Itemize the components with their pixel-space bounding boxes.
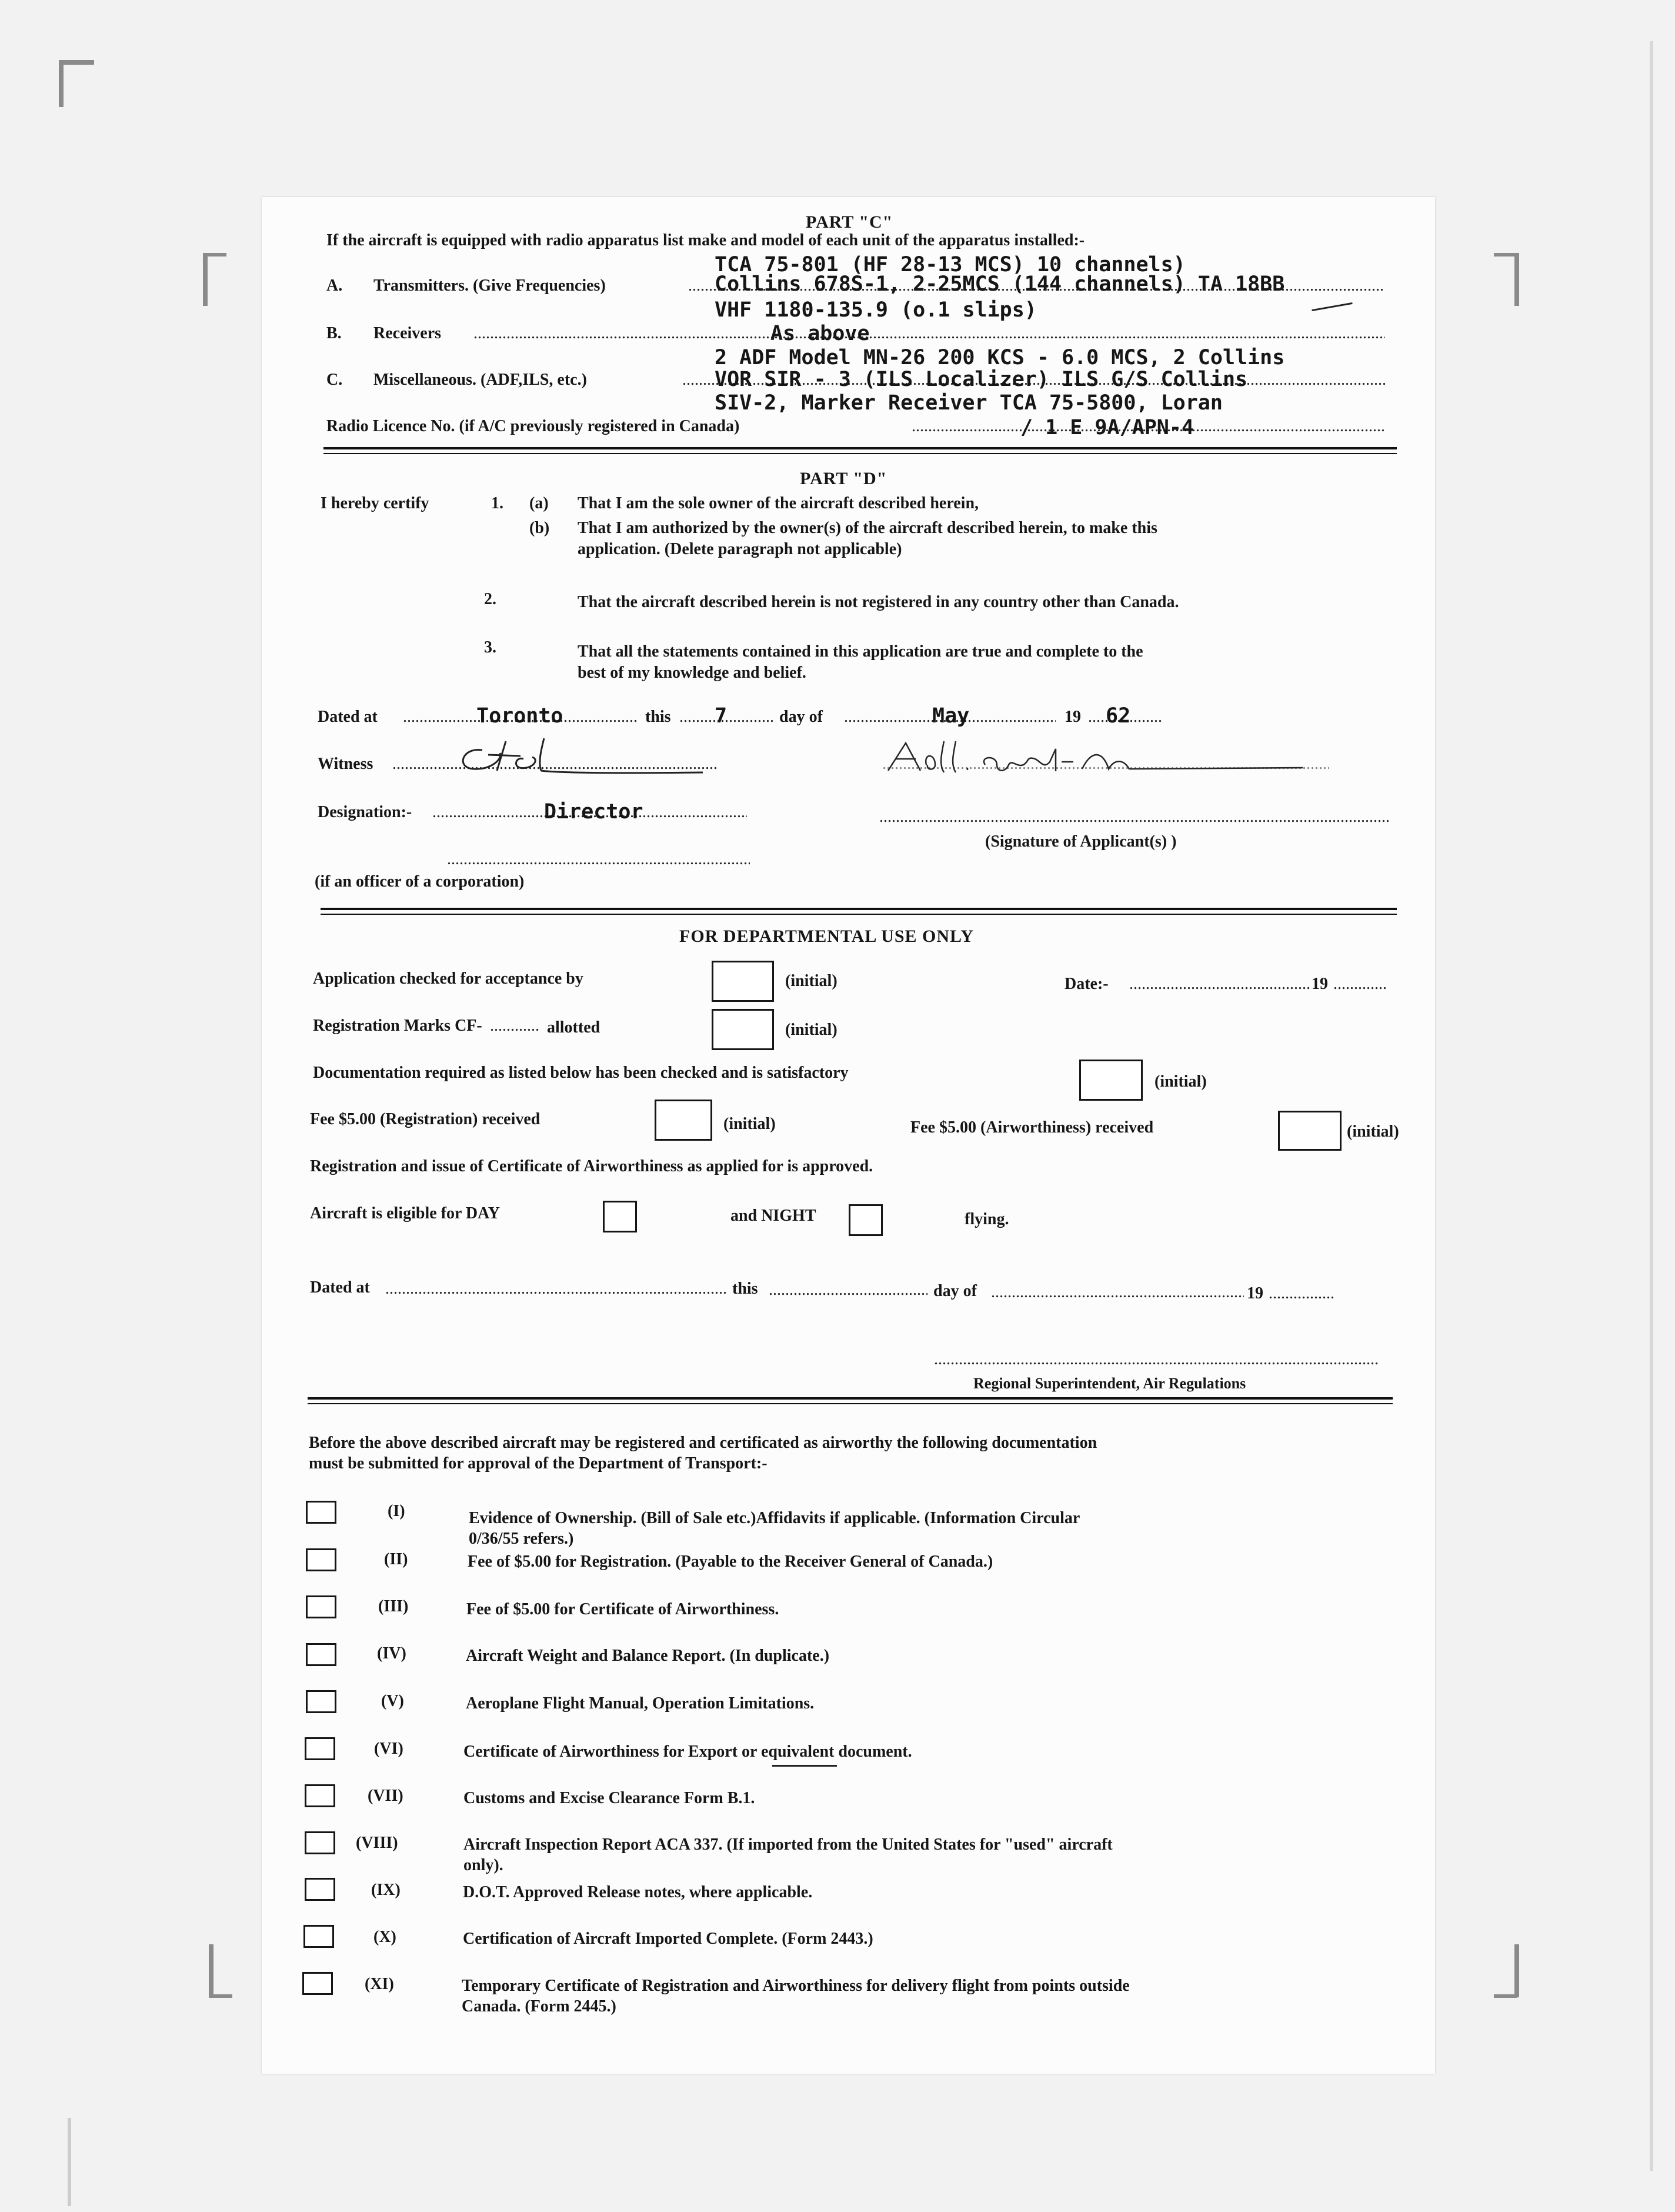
- regional-signature-dots: [934, 1350, 1378, 1369]
- this-2-label: this: [732, 1280, 758, 1298]
- documentation-intro-1: Before the above described aircraft may be registered and certificated as airworthy the following documentation: [309, 1434, 1097, 1452]
- crop-mark: [1650, 41, 1653, 2171]
- documentation-initial-box[interactable]: [1079, 1060, 1143, 1101]
- doc-num-6: (VI): [374, 1740, 403, 1758]
- day-checkbox[interactable]: [603, 1201, 637, 1232]
- section-divider: [323, 453, 1397, 454]
- reg-marks-dots: [490, 1017, 540, 1035]
- transmitters-value-2: Collins 678S-1, 2-25MCS (144 channels) TA 18BB: [715, 272, 1285, 296]
- clause-1b-text-2: application. (Delete paragraph not applicable): [578, 540, 902, 558]
- part-c-intro: If the aircraft is equipped with radio apparatus list make and model of each unit of the apparatus installed:-: [326, 231, 1085, 249]
- clause-1a-text: That I am the sole owner of the aircraft described herein,: [578, 494, 979, 512]
- clause-2-text: That the aircraft described herein is not registered in any country other than Canada.: [578, 593, 1179, 611]
- designation-label: Designation:-: [318, 803, 412, 821]
- fee-airworthiness-initial-box[interactable]: [1278, 1111, 1342, 1151]
- year-prefix: 19: [1065, 708, 1081, 726]
- doc-checkbox-6[interactable]: [305, 1737, 335, 1760]
- reg-issue-approved: Registration and issue of Certificate of Airworthiness as applied for is approved.: [310, 1157, 873, 1175]
- date-label: Date:-: [1065, 975, 1109, 993]
- fee-airworthiness-label: Fee $5.00 (Airworthiness) received: [910, 1118, 1154, 1137]
- designation-value: Director: [544, 800, 643, 824]
- reg-marks-label: Registration Marks CF-: [313, 1017, 482, 1035]
- doc-checkbox-4[interactable]: [306, 1643, 336, 1666]
- transmitters-letter: A.: [326, 276, 343, 295]
- radio-licence-value: / 1 E 9A/APN-4: [1020, 416, 1194, 439]
- allotted-label: allotted: [547, 1018, 600, 1037]
- crop-mark: [1514, 1944, 1519, 1997]
- app-checked-initial-box[interactable]: [712, 961, 774, 1002]
- witness-label: Witness: [318, 755, 373, 773]
- doc-num-10: (X): [373, 1928, 396, 1946]
- year-2-dots: [1269, 1284, 1333, 1303]
- doc-checkbox-11[interactable]: [302, 1972, 333, 1995]
- and-night-label: and NIGHT: [730, 1207, 816, 1225]
- radio-licence-label: Radio Licence No. (if A/C previously registered in Canada): [326, 417, 740, 435]
- app-checked-label: Application checked for acceptance by: [313, 970, 583, 988]
- doc-checkbox-8[interactable]: [305, 1831, 335, 1854]
- doc-checkbox-3[interactable]: [306, 1595, 336, 1618]
- clause-1b-sub: (b): [529, 519, 550, 537]
- misc-value-3: SIV-2, Marker Receiver TCA 75-5800, Loran: [715, 391, 1223, 415]
- signature-label: (Signature of Applicant(s) ): [985, 832, 1177, 851]
- section-divider: [323, 447, 1397, 449]
- crop-mark: [203, 253, 226, 256]
- date-year-prefix: 19: [1312, 975, 1328, 993]
- day-value: 7: [715, 704, 728, 728]
- doc-num-4: (IV): [377, 1644, 406, 1663]
- doc-num-8: (VIII): [356, 1834, 398, 1852]
- departmental-title: FOR DEPARTMENTAL USE ONLY: [679, 927, 974, 946]
- form-page: [262, 197, 1435, 2074]
- fee-airworthiness-initial-label: (initial): [1347, 1122, 1399, 1141]
- month-value: May: [932, 704, 970, 728]
- day-of-2-dots: [991, 1283, 1244, 1302]
- part-c-title: PART "C": [806, 212, 893, 232]
- transmitters-label: Transmitters. (Give Frequencies): [373, 276, 606, 295]
- date-dots: [1129, 975, 1312, 994]
- doc-num-9: (IX): [371, 1881, 401, 1899]
- clause-3-num: 3.: [484, 638, 496, 657]
- receivers-label: Receivers: [373, 324, 442, 342]
- doc-num-2: (II): [384, 1550, 408, 1568]
- part-d-title: PART "D": [800, 469, 887, 488]
- clause-3-text: That all the statements contained in this application are true and complete to the: [578, 642, 1143, 661]
- dated-at-2-label: Dated at: [310, 1278, 370, 1297]
- pen-stroke: [1312, 302, 1352, 311]
- doc-text-8: Aircraft Inspection Report ACA 337. (If imported from the United States for "used" aircraft: [463, 1835, 1113, 1854]
- crop-mark: [1494, 1994, 1517, 1998]
- section-divider: [308, 1403, 1393, 1404]
- year-2-prefix: 19: [1247, 1284, 1263, 1302]
- doc-text-3: Fee of $5.00 for Certificate of Airworthiness.: [466, 1600, 779, 1618]
- witness-signature: [426, 727, 709, 779]
- day-of-label: day of: [779, 708, 823, 726]
- doc-checkbox-1[interactable]: [306, 1501, 336, 1524]
- receivers-dots: [473, 324, 1385, 343]
- clause-1-num: 1.: [491, 494, 503, 512]
- receivers-value-1: VHF 1180-135.9 (o.1 slips): [715, 298, 1037, 322]
- crop-mark: [203, 253, 208, 306]
- day-of-2-label: day of: [933, 1282, 977, 1300]
- fee-registration-initial-box[interactable]: [655, 1100, 712, 1141]
- crop-mark: [209, 1944, 213, 1997]
- clause-1b-text: That I am authorized by the owner(s) of the aircraft described herein, to make this: [578, 519, 1157, 537]
- documentation-intro-2: must be submitted for approval of the Department of Transport:-: [309, 1454, 768, 1473]
- transmitters-value-1: TCA 75-801 (HF 28-13 MCS) 10 channels): [715, 253, 1186, 276]
- doc-text-11b: Canada. (Form 2445.): [462, 1997, 616, 2016]
- crop-mark: [1514, 253, 1519, 306]
- doc-num-7: (VII): [368, 1787, 403, 1805]
- crop-mark: [209, 1994, 232, 1998]
- doc-text-11: Temporary Certificate of Registration and Airworthiness for delivery flight from points outside: [462, 1977, 1130, 1995]
- signature-dots: [879, 808, 1391, 827]
- certify-label: I hereby certify: [321, 494, 429, 512]
- dated-at-2-dots: [385, 1280, 726, 1298]
- eligible-day-label: Aircraft is eligible for DAY: [310, 1204, 500, 1222]
- documentation-checked-label: Documentation required as listed below has been checked and is satisfactory: [313, 1064, 849, 1082]
- doc-num-3: (III): [378, 1597, 409, 1615]
- doc-checkbox-5[interactable]: [306, 1690, 336, 1713]
- misc-letter: C.: [326, 371, 343, 389]
- receivers-letter: B.: [326, 324, 342, 342]
- doc-text-4: Aircraft Weight and Balance Report. (In duplicate.): [466, 1647, 830, 1665]
- section-divider: [321, 914, 1397, 915]
- officer-note: (if an officer of a corporation): [315, 872, 525, 891]
- doc-checkbox-10[interactable]: [303, 1925, 334, 1948]
- year-value: 62: [1106, 704, 1131, 728]
- doc-text-8b: only).: [463, 1856, 503, 1874]
- fee-registration-label: Fee $5.00 (Registration) received: [310, 1110, 540, 1128]
- section-divider: [308, 1397, 1393, 1400]
- dated-at-label: Dated at: [318, 708, 378, 726]
- flying-label: flying.: [965, 1210, 1009, 1228]
- misc-value-1: 2 ADF Model MN-26 200 KCS - 6.0 MCS, 2 Collins: [715, 346, 1285, 369]
- this-label: this: [645, 708, 671, 726]
- date-year-dots: [1333, 975, 1386, 994]
- applicant-signature: [879, 732, 1303, 779]
- crop-mark: [1494, 253, 1517, 256]
- clause-2-num: 2.: [484, 590, 496, 608]
- documentation-initial-label: (initial): [1155, 1072, 1207, 1091]
- doc-text-7: Customs and Excise Clearance Form B.1.: [463, 1789, 755, 1807]
- clause-3-text-2: best of my knowledge and belief.: [578, 664, 806, 682]
- night-checkbox[interactable]: [849, 1204, 883, 1236]
- doc-text-9: D.O.T. Approved Release notes, where applicable.: [463, 1883, 813, 1901]
- doc-checkbox-2[interactable]: [306, 1548, 336, 1571]
- doc-num-11: (XI): [365, 1975, 394, 1993]
- misc-label: Miscellaneous. (ADF,ILS, etc.): [373, 371, 587, 389]
- doc-text-1b: 0/36/55 refers.): [469, 1530, 574, 1548]
- doc-checkbox-9[interactable]: [305, 1878, 335, 1901]
- doc-text-2: Fee of $5.00 for Registration. (Payable to the Receiver General of Canada.): [468, 1553, 993, 1571]
- doc-text-5: Aeroplane Flight Manual, Operation Limitations.: [466, 1694, 815, 1713]
- crop-mark: [59, 60, 64, 107]
- reg-marks-initial-label: (initial): [785, 1021, 838, 1039]
- officer-dots: [447, 850, 750, 869]
- doc-text-1: Evidence of Ownership. (Bill of Sale etc.)Affidavits if applicable. (Information Circular: [469, 1509, 1080, 1527]
- app-checked-initial-label: (initial): [785, 972, 838, 990]
- export-underline: [772, 1765, 837, 1767]
- regional-superintendent-label: Regional Superintendent, Air Regulations: [973, 1375, 1246, 1392]
- reg-marks-initial-box[interactable]: [712, 1009, 774, 1050]
- clause-1a-sub: (a): [529, 494, 549, 512]
- crop-mark: [68, 2118, 71, 2206]
- receivers-value-2: As above: [770, 322, 870, 345]
- section-divider: [321, 908, 1397, 910]
- crop-mark: [59, 60, 94, 65]
- doc-num-1: (I): [388, 1502, 405, 1520]
- this-2-dots: [769, 1281, 927, 1300]
- dated-at-place: Toronto: [476, 704, 563, 728]
- doc-num-5: (V): [381, 1692, 404, 1710]
- misc-value-2: VOR SIR - 3 (ILS Localizer) ILS G/S Collins: [715, 368, 1248, 391]
- doc-text-10: Certification of Aircraft Imported Complete. (Form 2443.): [463, 1930, 873, 1948]
- fee-registration-initial-label: (initial): [723, 1115, 776, 1133]
- doc-checkbox-7[interactable]: [305, 1784, 335, 1807]
- doc-text-6: Certificate of Airworthiness for Export or equivalent document.: [463, 1743, 912, 1761]
